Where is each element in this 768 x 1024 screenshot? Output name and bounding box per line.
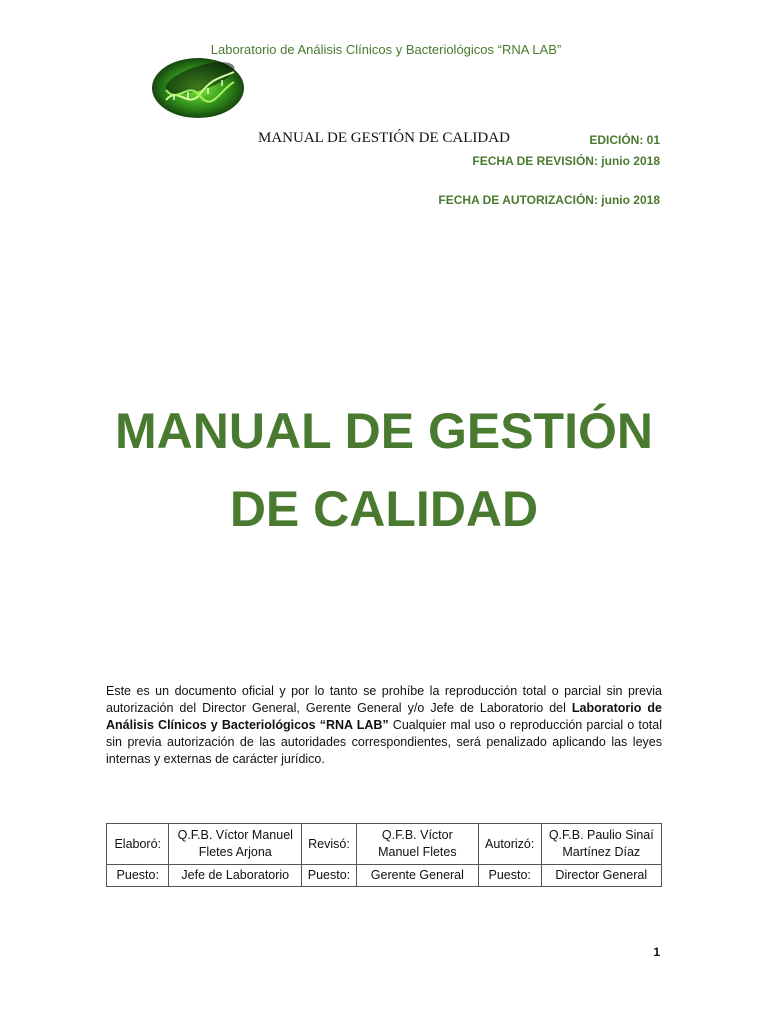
disclaimer-text-1: Este es un documento oficial y por lo tanto se prohíbe la reproducción total o parcial sin previa autorización del Director General, Gerente General y/o Jefe de Laboratorio del: [106, 684, 662, 715]
table-cell: Autorizó:: [478, 824, 541, 865]
table-row: [107, 865, 662, 887]
signature-table: [106, 823, 662, 887]
page-title-line-2: DE CALIDAD: [229, 481, 539, 537]
table-cell: Director General: [541, 865, 661, 887]
table-cell: Puesto:: [107, 865, 169, 887]
table-cell: Revisó:: [302, 824, 357, 865]
authorization-date: FECHA DE AUTORIZACIÓN: junio 2018: [438, 193, 660, 207]
table-cell: Jefe de Laboratorio: [169, 865, 302, 887]
lab-name-header: Laboratorio de Análisis Clínicos y Bacteriológicos “RNA LAB”: [210, 42, 562, 57]
table-cell: Q.F.B. Paulio Sinaí Martínez Díaz: [541, 824, 661, 865]
revision-date: FECHA DE REVISIÓN: junio 2018: [472, 154, 660, 168]
dna-logo-icon: [148, 50, 248, 122]
table-cell: Puesto:: [478, 865, 541, 887]
manual-label: MANUAL DE GESTIÓN DE CALIDAD: [258, 130, 510, 146]
disclaimer-lab-name: Laboratorio de Análisis Clínicos y Bacteriológicos “RNA LAB”: [106, 701, 662, 732]
table-cell: Q.F.B. Víctor Manuel Fletes Arjona: [169, 824, 302, 865]
page-title: [0, 392, 768, 548]
table-cell: Q.F.B. Víctor Manuel Fletes: [356, 824, 478, 865]
page-title-line-1: MANUAL DE GESTIÓN: [115, 403, 653, 459]
disclaimer-text-2: Cualquier mal uso o reproducción parcial o total sin previa autorización de las autoridades correspondientes, será penalizado aplicando las leyes internas y externas de carácter jurídico.: [106, 718, 662, 766]
edition: EDICIÓN: 01: [589, 133, 660, 147]
table-cell: Gerente General: [356, 865, 478, 887]
disclaimer-paragraph: [106, 683, 662, 768]
table-cell: Puesto:: [302, 865, 357, 887]
table-row: [107, 824, 662, 865]
page-number: 1: [653, 945, 660, 959]
table-cell: Elaboró:: [107, 824, 169, 865]
